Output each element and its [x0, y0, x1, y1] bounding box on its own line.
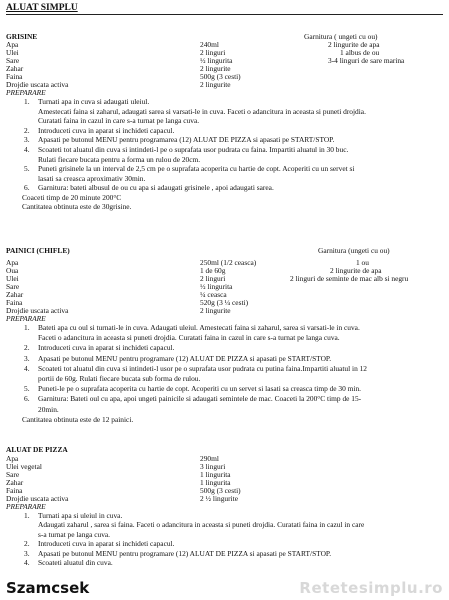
step-number: 2. [24, 125, 30, 135]
ingredient-quantity: 250ml (1/2 ceasca) [200, 258, 257, 267]
grisine-yield-note: Cantitatea obtinuta este de 30grisine. [22, 202, 132, 211]
ingredient-quantity: 2 ½ lingurite [200, 494, 238, 503]
ingredient-name: Zahar [6, 290, 24, 299]
step-number: 1. [24, 97, 30, 106]
ingredient-name: Ulei [6, 48, 19, 57]
step-text: Puneti grisinele la un interval de 2,5 cm pe o suprafata acoperita cu hartie de copt. Acoperiti cu un servet si [38, 164, 355, 174]
step-text: Puneti-le pe o suprafata acoperita cu hartie de copt. Acoperiti cu un servet si lasati sa creasca timp de 30 min. [38, 384, 362, 394]
ingredient-name: Apa [6, 258, 19, 267]
step-number: 6. [24, 183, 30, 193]
ingredient-quantity: 500g (3 cesti) [200, 486, 241, 495]
step-number: 1. [24, 511, 30, 520]
painici-section-title: PAINICI (CHIFLE) [6, 246, 70, 255]
step-text: Introduceti cuva in aparat si inchideti capacul. [38, 539, 175, 549]
step-text: Scoateti aluatul din cuva. [38, 558, 113, 567]
step-text: Scoateti tot aluatul din cuva si intindeti-l usor pe o suprafata usor pudrata cu putina faina.Impartiti aluatul in 12 [38, 363, 367, 373]
step-text: Introduceti cuva in aparat si inchideti capacul. [38, 343, 175, 353]
ingredient-name: Apa [6, 40, 19, 49]
ingredient-quantity: 1 lingurita [200, 470, 231, 479]
step-number: 3. [24, 135, 30, 145]
painici-prep-title: PREPARARE [6, 314, 46, 323]
step-number: 2. [24, 539, 30, 549]
ingredient-name: Sare [6, 470, 20, 479]
step-text: Rulati fiecare bucata pentru a forma un rulou de 20cm. [38, 154, 201, 164]
ingredient-quantity: 2 linguri [200, 48, 226, 57]
ingredient-name: Drojdie uscata activa [6, 306, 69, 315]
ingredient-name: Ulei [6, 274, 19, 283]
step-number: 6. [24, 394, 30, 404]
step-text: Apasati pe butonul MENU pentru programare (12) ALUAT DE PIZZA si apasati pe START/STOP. [38, 548, 332, 558]
document-title: ALUAT SIMPLU [6, 3, 78, 13]
ingredient-quantity: ¼ ceasca [200, 290, 227, 299]
ingredient-name: Faina [6, 486, 23, 495]
garnish-item: 2 lingurite de apa [328, 40, 380, 49]
step-number: 3. [24, 353, 30, 363]
step-number: 4. [24, 145, 30, 154]
step-number: 2. [24, 343, 30, 353]
ingredient-name: Ulei vegetal [6, 462, 42, 471]
ingredient-quantity: 520g (3 ¼ cesti) [200, 298, 249, 307]
ingredient-name: Zahar [6, 478, 24, 487]
ingredient-quantity: 1 lingurita [200, 478, 231, 487]
garnish-item: 2 lingurite de apa [330, 266, 382, 275]
step-text: Bateti apa cu oul si turnati-le in cuva. Adaugati uleiul. Amestecati faina si zaharul, sarea si varsati-le in cuva. [38, 323, 360, 332]
step-number: 4. [24, 558, 30, 567]
ingredient-quantity: ½ lingurita [200, 56, 233, 65]
ingredient-name: Oua [6, 266, 19, 275]
ingredient-quantity: 2 lingurite [200, 64, 231, 73]
grisine-section-title: GRISINE [6, 32, 38, 41]
step-number: 5. [24, 384, 30, 394]
ingredient-name: Faina [6, 72, 23, 81]
garnish-item: 3-4 linguri de sare marina [328, 56, 405, 65]
ingredient-quantity: 2 lingurite [200, 306, 231, 315]
step-text: Turnati apa si uleiul in cuva. [38, 511, 123, 520]
grisine-garnish-title: Garnitura ( ungeti cu ou) [304, 32, 378, 41]
step-text: Faceti o adancitura in aceasta si puneti drojdia. Curatati faina in cazul in care s-a turnat pe langa cuva. [38, 333, 340, 343]
ingredient-name: Drojdie uscata activa [6, 80, 69, 89]
painici-garnish-title: Garnitura (ungeti cu ou) [318, 246, 390, 255]
ingredient-name: Drojdie uscata activa [6, 494, 69, 503]
step-text: lasati sa creasca aproximativ 30min. [38, 173, 146, 183]
ingredient-quantity: 240ml [200, 40, 219, 49]
ingredient-name: Sare [6, 56, 20, 65]
step-number: 4. [24, 363, 30, 373]
watermark-left: Szamcsek [6, 579, 90, 597]
step-text: Garnitura: Bateti oul cu apa, apoi ungeti painicile si adaugati semintele de mac. Coaceti la 200°C timp de 15- [38, 394, 362, 404]
step-text: Apasati pe butonul MENU pentru programarea (12) ALUAT DE PIZZA si apasati pe START/STOP. [38, 135, 335, 145]
garnish-item: 1 albus de ou [340, 48, 380, 57]
garnish-item: 2 linguri de seminte de mac alb si negru [290, 274, 409, 283]
ingredient-quantity: 290ml [200, 454, 219, 463]
step-text: Scoateti tot aluatul din cuva si intindeti-l pe o suprafata usor pudrata cu faina. Impartiti aluatul in 30 buc. [38, 145, 349, 154]
step-text: Adaugati zaharul , sarea si faina. Faceti o adancitura in aceasta si puneti drojdia. Curatati faina in cazul in care [38, 520, 365, 530]
step-text: s-a turnat pe langa cuva. [38, 529, 111, 539]
step-text: 20min. [38, 404, 59, 414]
ingredient-name: Faina [6, 298, 23, 307]
step-text: Amestecati faina si zaharul, adaugati sarea si varsati-le in cuva. Faceti o adancitura in aceasta si puneti drojdia. [38, 106, 366, 116]
step-text: Introduceti cuva in aparat si inchideti capacul. [38, 125, 175, 135]
ingredient-name: Sare [6, 282, 20, 291]
step-text: Curatati faina in cazul in care s-a turnat pe langa cuva. [38, 116, 200, 126]
step-number: 3. [24, 548, 30, 558]
ingredient-name: Apa [6, 454, 19, 463]
ingredient-quantity: 2 lingurite [200, 80, 231, 89]
ingredient-name: Zahar [6, 64, 24, 73]
step-text: Turnati apa in cuva si adaugati uleiul. [38, 97, 150, 106]
grisine-bake-note: Coaceti timp de 20 minute 200°C [22, 193, 122, 202]
title-rule [6, 14, 443, 15]
step-text: Garnitura: bateti albusul de ou cu apa si adaugati grisinele , apoi adaugati sarea. [38, 183, 274, 193]
pizza-section-title: ALUAT DE PIZZA [6, 445, 68, 454]
grisine-prep-title: PREPARARE [6, 88, 46, 97]
garnish-item: 1 ou [356, 258, 369, 267]
watermark-right: Retetesimplu.ro [299, 579, 443, 597]
step-number: 1. [24, 323, 30, 332]
ingredient-quantity: ½ lingurita [200, 282, 233, 291]
ingredient-quantity: 2 linguri [200, 274, 226, 283]
painici-yield-note: Cantitatea obtinuta este de 12 painici. [22, 414, 134, 424]
step-text: Apasati pe butonul MENU pentru programare (12) ALUAT DE PIZZA si apasati pe START/STOP. [38, 353, 332, 363]
pizza-prep-title: PREPARARE [6, 502, 46, 511]
step-number: 5. [24, 164, 30, 174]
ingredient-quantity: 500g (3 cesti) [200, 72, 241, 81]
ingredient-quantity: 3 linguri [200, 462, 226, 471]
step-text: portii de 60g. Rulati fiecare bucata sub forma de rulou. [38, 374, 201, 383]
ingredient-quantity: 1 de 60g [200, 266, 226, 275]
